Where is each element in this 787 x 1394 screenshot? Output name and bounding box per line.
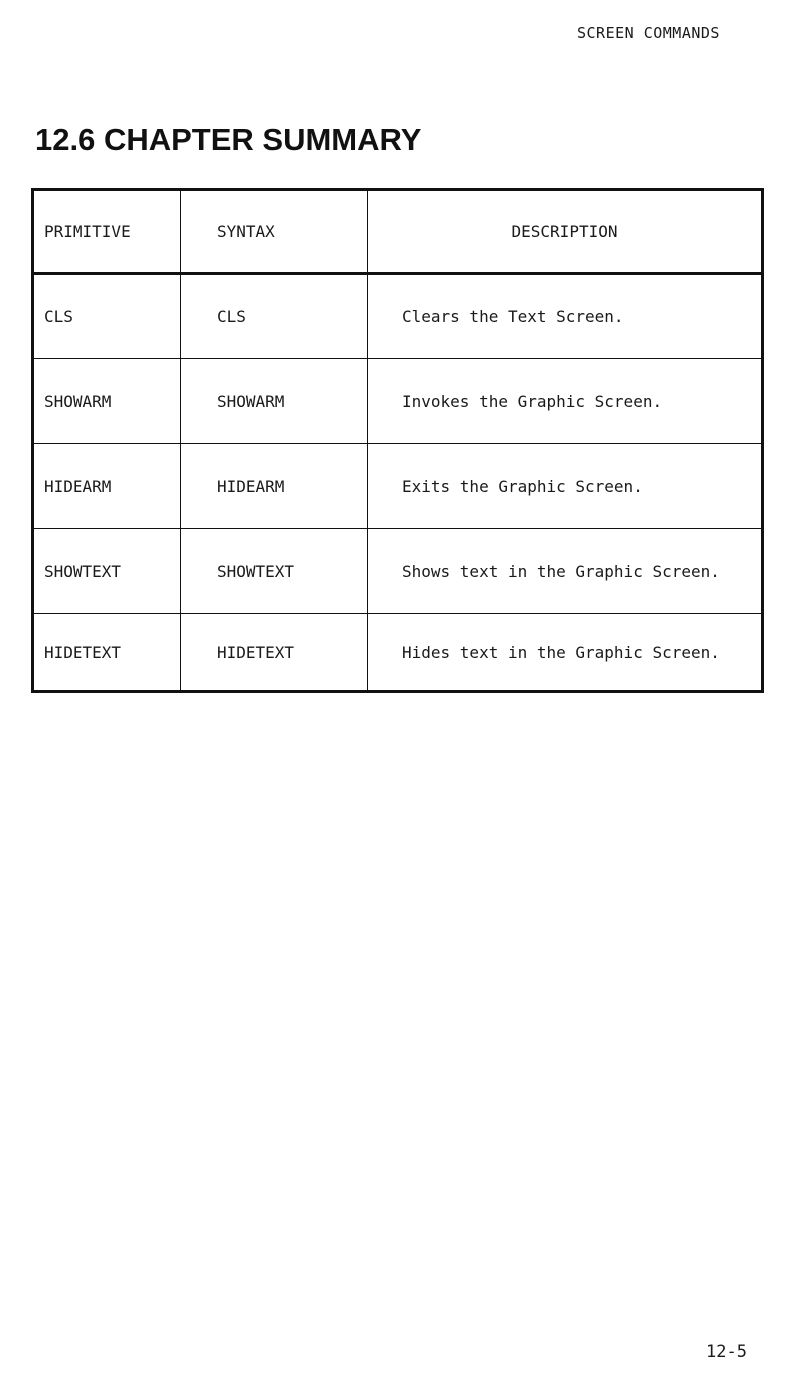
- cell-primitive: HIDEARM: [33, 444, 181, 529]
- table-row: [33, 359, 763, 444]
- table-row: [33, 444, 763, 529]
- cell-primitive: SHOWARM: [33, 359, 181, 444]
- cell-syntax: HIDEARM: [181, 444, 368, 529]
- cell-primitive: SHOWTEXT: [33, 529, 181, 614]
- cell-description: Invokes the Graphic Screen.: [368, 359, 763, 444]
- cell-syntax: SHOWTEXT: [181, 529, 368, 614]
- cell-description: Exits the Graphic Screen.: [368, 444, 763, 529]
- cell-syntax: CLS: [181, 274, 368, 359]
- column-header-description: DESCRIPTION: [368, 190, 763, 274]
- cell-primitive: CLS: [33, 274, 181, 359]
- chapter-summary-table: [31, 188, 764, 693]
- cell-syntax: SHOWARM: [181, 359, 368, 444]
- table-row: [33, 614, 763, 692]
- page-number: 12-5: [706, 1342, 747, 1362]
- column-header-syntax: SYNTAX: [181, 190, 368, 274]
- cell-description: Shows text in the Graphic Screen.: [368, 529, 763, 614]
- section-title: 12.6 CHAPTER SUMMARY: [35, 122, 422, 157]
- table-row: [33, 274, 763, 359]
- cell-syntax: HIDETEXT: [181, 614, 368, 692]
- cell-description: Hides text in the Graphic Screen.: [368, 614, 763, 692]
- cell-primitive: HIDETEXT: [33, 614, 181, 692]
- running-header: SCREEN COMMANDS: [577, 24, 720, 42]
- table-header-row: [33, 190, 763, 274]
- cell-description: Clears the Text Screen.: [368, 274, 763, 359]
- column-header-primitive: PRIMITIVE: [33, 190, 181, 274]
- table-row: [33, 529, 763, 614]
